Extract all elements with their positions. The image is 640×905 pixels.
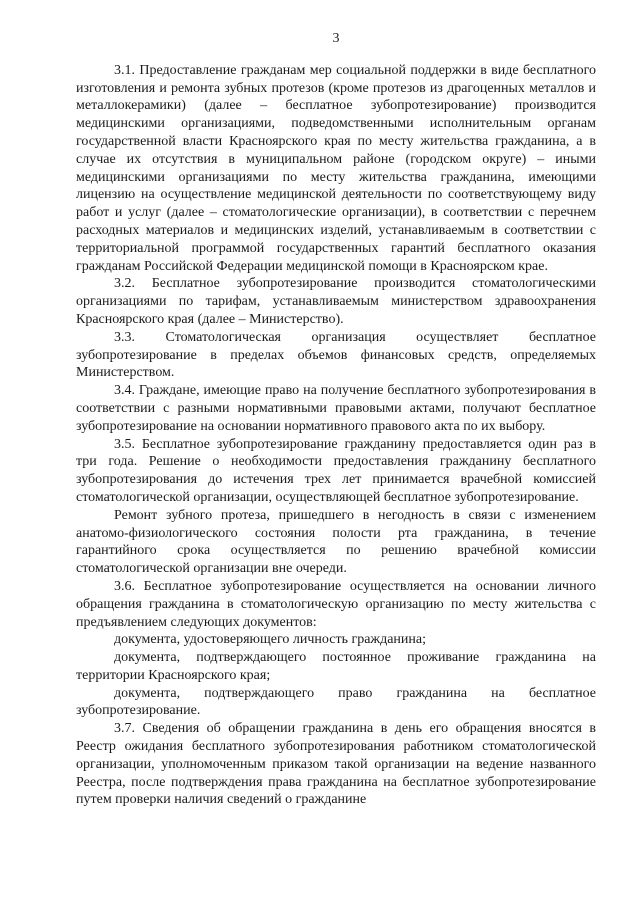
paragraph-3-6: 3.6. Бесплатное зубопротезирование осуществляется на основании личного обращения гражданина в стоматологическую организацию по месту жительства с предъявлением следующих документов: [76, 578, 596, 630]
paragraph-3-3: 3.3. Стоматологическая организация осуществляет бесплатное зубопротезирование в пределах объемов финансовых средств, определяемых Министерством. [76, 329, 596, 381]
list-item-residence-document: документа, подтверждающего постоянное проживание гражданина на территории Красноярского края; [76, 650, 596, 683]
paragraph-repair: Ремонт зубного протеза, пришедшего в негодность в связи с изменением анатомо-физиологического состояния полости рта гражданина, в течение гарантийного срока осуществляется по решению врачебной комиссии стоматологической организации вне очереди. [76, 507, 596, 577]
page-number: 3 [332, 31, 340, 46]
paragraph-3-5: 3.5. Бесплатное зубопротезирование гражданину предоставляется один раз в три года. Решение о необходимости предоставления гражданину бесплатного зубопротезирования до истечения трех лет принимается врачебной комиссией стоматологической организации, осуществляющей бесплатное зубопротезирование. [76, 436, 596, 505]
paragraph-3-1: 3.1. Предоставление гражданам мер социальной поддержки в виде бесплатного изготовления и ремонта зубных протезов (кроме протезов из драгоценных металлов и металлокерамики) (далее – бесплатное зубопротезирование) производится медицинскими организациями, подведомственными исполнительным органам государственной власти Красноярского края по месту жительства гражданина, а в случае их отсутствия в муниципальном районе (городском округе) – иными медицинскими организациями по месту жительства гражданина, имеющими лицензию на осуществление медицинской деятельности по соответствующему виду работ и услуг (далее – стоматологические организации), в соответствии с перечнем расходных материалов и медицинских изделий, устанавливаемым в соответствии с территориальной программой государственных гарантий бесплатного оказания гражданам Российской Федерации медицинской помощи в Красноярском крае. [76, 62, 596, 274]
list-item-identity-document: документа, удостоверяющего личность гражданина; [114, 632, 426, 648]
paragraph-3-4: 3.4. Граждане, имеющие право на получение бесплатного зубопротезирования в соответствии с разными нормативными правовыми актами, получают бесплатное зубопротезирование на основании нормативного правового акта по их выбору. [76, 383, 596, 434]
paragraph-3-7: 3.7. Сведения об обращении гражданина в день его обращения вносятся в Реестр ожидания бесплатного зубопротезирования работником стоматологической организации, уполномоченным приказом такой организации на ведение названного Реестра, после подтверждения права гражданина на бесплатное зубопротезирование путем проверки наличия сведений о гражданине [76, 721, 596, 808]
paragraph-3-2: 3.2. Бесплатное зубопротезирование производится стоматологическими организациями по тарифам, устанавливаемым министерством здравоохранения Красноярского края (далее – Министерство). [76, 276, 596, 327]
list-item-right-document: документа, подтверждающего право гражданина на бесплатное зубопротезирование. [76, 685, 596, 719]
